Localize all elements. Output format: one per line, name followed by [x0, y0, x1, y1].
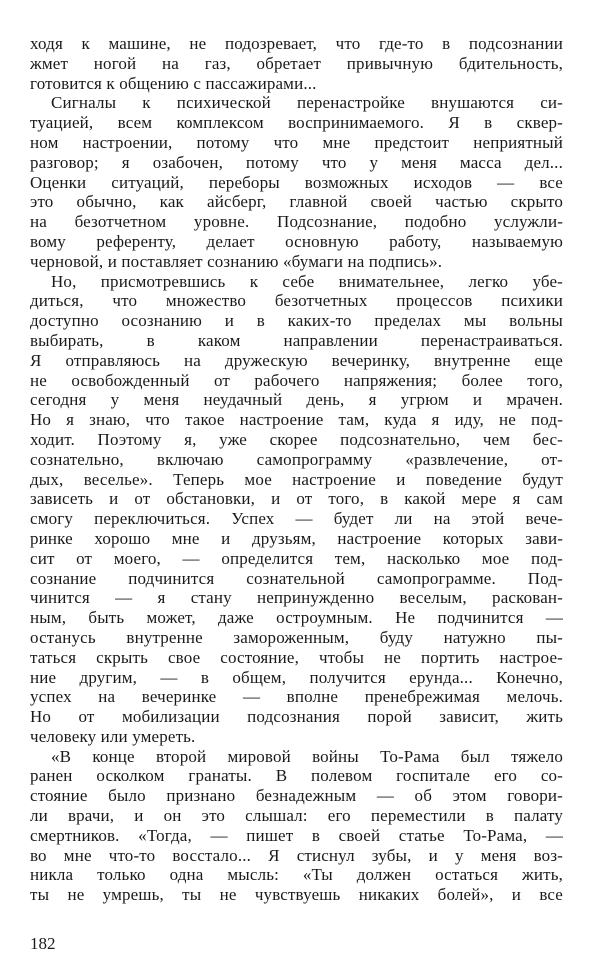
text-line: Но от мобилизации подсознания порой зависит, жить: [30, 707, 563, 727]
text-line: стояние было признано безнадежным — об этом говори-: [30, 786, 563, 806]
paragraph: [30, 272, 563, 747]
text-line: смертников. «Тогда, — пишет в своей статье То-Рама, —: [30, 825, 563, 845]
text-line: во мне что-то восстало... Я стиснул зубы, и у меня воз-: [30, 845, 563, 865]
paragraph: [30, 747, 563, 905]
text-line: ли врачи, и он это слышал: его переместили в палату: [30, 806, 563, 826]
text-line: ты не умрешь, ты не чувствуешь никаких болей», и все: [30, 885, 563, 905]
text-line: зависеть и от обстановки, и от того, в какой мере я сам: [30, 489, 563, 509]
text-line: доступно осознанию и в каких-то пределах мы вольны: [30, 311, 563, 331]
text-line: ходит. Поэтому я, уже скорее подсознательно, чем бес-: [30, 429, 563, 449]
text-line: диться, что множество безотчетных процессов психики: [30, 291, 563, 311]
text-line: ным, быть может, даже остроумным. Не подчинится —: [30, 608, 563, 628]
text-line: Оценки ситуаций, переборы возможных исходов — все: [30, 172, 563, 192]
text-line: не освобожденный от рабочего напряжения; более того,: [30, 370, 563, 390]
text-line: Сигналы к психической перенастройке внушаются си-: [51, 93, 563, 113]
paragraph: [30, 93, 563, 271]
text-line: сит от моего, — определится тем, насколько мое под-: [30, 548, 563, 568]
text-line: на безотчетном уровне. Подсознание, подобно услужли-: [30, 212, 563, 232]
text-line: сегодня у меня неудачный день, я угрюм и мрачен.: [30, 390, 563, 410]
text-line: успех на вечеринке — вполне пренебрежимая мелочь.: [30, 687, 563, 707]
text-line: Но, присмотревшись к себе внимательнее, легко убе-: [51, 271, 563, 291]
text-line: разговор; я озабочен, потому что у меня масса дел...: [30, 152, 563, 172]
page-number: 182: [30, 934, 56, 953]
text-line: никла только одна мысль: «Ты должен остаться жить,: [30, 865, 563, 885]
text-line: смогу переключиться. Успех — будет ли на этой вече-: [30, 509, 563, 529]
text-line: Я отправляюсь на дружескую вечеринку, внутренне еще: [30, 350, 563, 370]
text-line: готовится к общению с пассажирами...: [30, 73, 317, 93]
text-line: «В конце второй мировой войны То-Рама был тяжело: [51, 746, 563, 766]
text-line: вому референту, делает основную работу, называемую: [30, 231, 563, 251]
text-line: сознание подчинится сознательной самопрограмме. Под-: [30, 568, 563, 588]
text-line: ринке хорошо мне и друзьям, настроение которых зави-: [30, 528, 563, 548]
text-line: чинится — я стану непринужденно веселым, раскован-: [30, 588, 563, 608]
text-line: ранен осколком гранаты. В полевом госпитале его со-: [30, 766, 563, 786]
text-line: это обычно, как айсберг, главной своей частью скрыто: [30, 192, 563, 212]
text-line: дых, веселье». Теперь мое настроение и поведение будут: [30, 469, 563, 489]
text-line: человеку или умереть.: [30, 726, 196, 746]
text-line: таться скрыть свое состояние, чтобы не портить настрое-: [30, 647, 563, 667]
text-line: сознательно, включаю самопрограмму «развлечение, от-: [30, 449, 563, 469]
text-line: Но я знаю, что такое настроение там, куда я иду, не под-: [30, 410, 563, 430]
paragraph: [30, 34, 563, 93]
text-line: ние другим, — в общем, получится ерунда... Конечно,: [30, 667, 563, 687]
text-line: черновой, и поставляет сознанию «бумаги на подпись».: [30, 251, 443, 271]
text-line: туацией, всем комплексом воспринимаемого. Я в сквер-: [30, 113, 563, 133]
text-line: выбирать, в каком направлении перенастраиваться.: [30, 330, 563, 350]
text-line: ходя к машине, не подозревает, что где-то в подсознании: [30, 34, 563, 53]
text-line: жмет ногой на газ, обретает привычную бдительность,: [30, 53, 563, 73]
body-text: [30, 34, 563, 905]
text-line: останусь внутренне замороженным, буду натужно пы-: [30, 627, 563, 647]
text-line: ном настроении, потому что мне предстоит неприятный: [30, 132, 563, 152]
